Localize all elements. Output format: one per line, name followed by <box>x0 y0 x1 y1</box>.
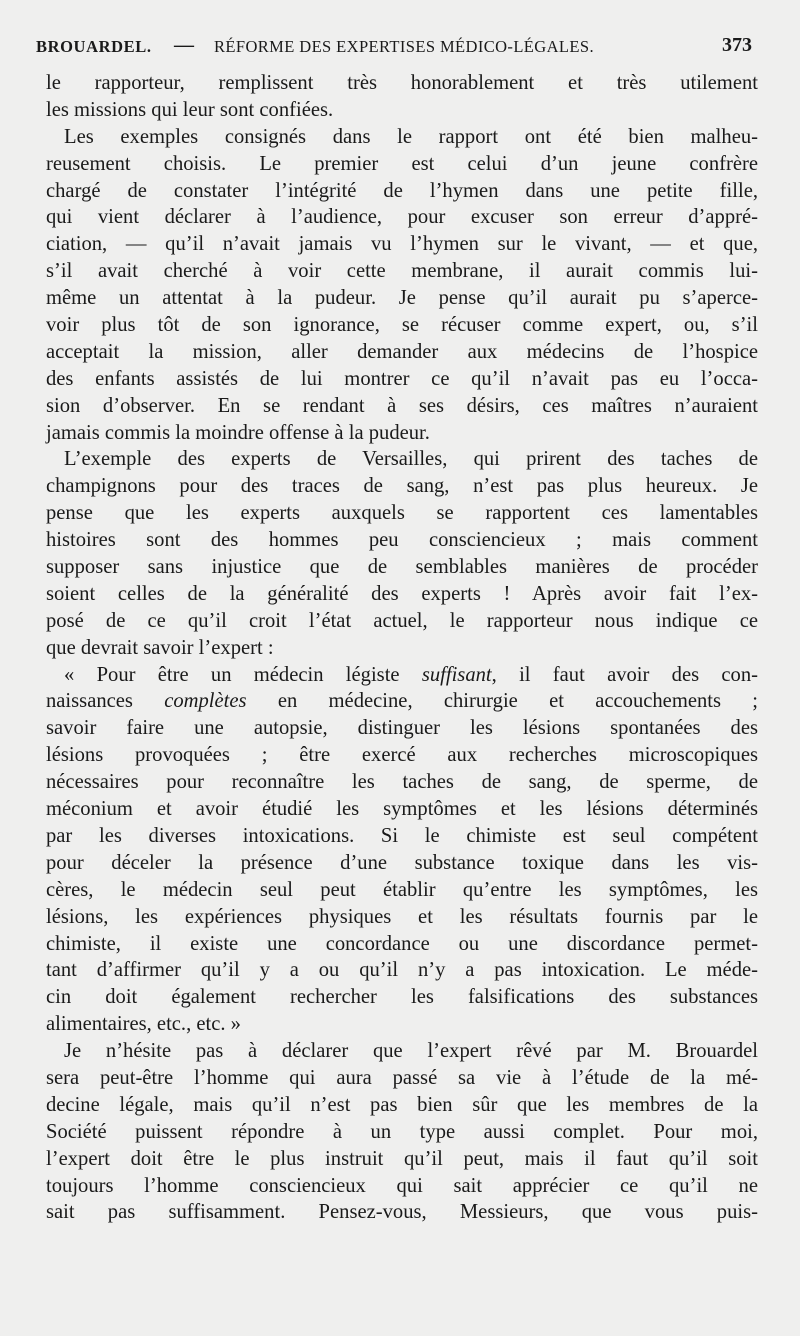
text-line <box>46 984 758 1011</box>
text-span: Société puissent répondre à un type aussi complet. Pour moi, <box>46 1120 758 1143</box>
text-line <box>46 285 758 312</box>
text-span: même un attentat à la pudeur. Je pense qu’il aurait pu s’aperce- <box>46 287 758 310</box>
text-line <box>46 1011 758 1038</box>
text-span: pour déceler la présence d’une substance toxique dans les vis- <box>46 851 758 874</box>
text-line <box>46 688 758 715</box>
text-span: posé de ce qu’il croit l’état actuel, le rapporteur nous indique ce <box>46 609 758 632</box>
text-span: sion d’observer. En se rendant à ses désirs, ces maîtres n’auraient <box>46 394 758 417</box>
text-span: toujours l’homme consciencieux qui sait apprécier ce qu’il ne <box>46 1174 758 1197</box>
text-line <box>46 904 758 931</box>
text-line <box>46 473 758 500</box>
text-line <box>46 1119 758 1146</box>
body-text <box>46 70 758 1226</box>
text-line <box>46 715 758 742</box>
text-line <box>46 366 758 393</box>
text-span: le rapporteur, remplissent très honorablement et très utilement <box>46 72 758 94</box>
running-head <box>36 34 752 62</box>
text-span: reusement choisis. Le premier est celui d’un jeune confrère <box>46 152 758 175</box>
text-line <box>46 1038 758 1065</box>
text-span: chimiste, il existe une concordance ou une discordance permet- <box>46 932 758 955</box>
running-head-title: RÉFORME DES EXPERTISES MÉDICO-LÉGALES. <box>214 37 594 56</box>
italic-text: complètes <box>164 690 247 713</box>
text-line <box>46 231 758 258</box>
text-line <box>46 204 758 231</box>
text-line <box>46 769 758 796</box>
text-span: méconium et avoir étudié les symptômes et les lésions déterminés <box>46 798 758 821</box>
text-span: supposer sans injustice que de semblables manières de procéder <box>46 556 758 579</box>
text-span: sera peut-être l’homme qui aura passé sa vie à l’étude de la mé- <box>46 1066 758 1089</box>
text-line <box>46 1092 758 1119</box>
running-head-dash: — <box>174 34 194 56</box>
text-line <box>46 742 758 769</box>
text-line <box>46 635 758 662</box>
text-span: jamais commis la moindre offense à la pudeur. <box>46 421 430 444</box>
text-line <box>46 339 758 366</box>
text-line <box>46 178 758 205</box>
text-span: tant d’affirmer qu’il y a ou qu’il n’y a pas intoxication. Le méde- <box>46 959 758 982</box>
text-line <box>46 97 758 124</box>
text-span: , il faut avoir des con- <box>491 663 758 686</box>
text-span: pense que les experts auxquels se rapportent ces lamentables <box>46 502 758 525</box>
text-span: l’expert doit être le plus instruit qu’il peut, mais il faut qu’il soit <box>46 1147 758 1170</box>
text-span: s’il avait cherché à voir cette membrane, il aurait commis lui- <box>46 260 758 283</box>
text-span: alimentaires, etc., etc. » <box>46 1013 241 1036</box>
text-line <box>46 1199 758 1226</box>
running-head-author: BROUARDEL. <box>36 37 152 56</box>
text-line <box>46 554 758 581</box>
text-span: qui vient déclarer à l’audience, pour excuser son erreur d’appré- <box>46 206 758 229</box>
text-line <box>46 662 758 689</box>
text-span: chargé de constater l’intégrité de l’hymen dans une petite fille, <box>46 179 758 202</box>
text-line <box>46 796 758 823</box>
text-span: cin doit également rechercher les falsifications des substances <box>46 986 758 1009</box>
text-span: histoires sont des hommes peu consciencieux ; mais comment <box>46 529 758 552</box>
text-span: ciation, — qu’il n’avait jamais vu l’hymen sur le vivant, — et que, <box>46 233 758 256</box>
text-line <box>46 393 758 420</box>
text-span: Je n’hésite pas à déclarer que l’expert rêvé par M. Brouardel <box>64 1040 758 1063</box>
text-line <box>46 312 758 339</box>
text-line <box>46 1173 758 1200</box>
text-line <box>46 877 758 904</box>
text-span: lésions, les expériences physiques et les résultats fournis par le <box>46 905 758 928</box>
text-line <box>46 258 758 285</box>
text-span: savoir faire une autopsie, distinguer les lésions spontanées des <box>46 717 758 740</box>
text-span: cères, le médecin seul peut établir qu’entre les symptômes, les <box>46 878 758 901</box>
text-line <box>46 850 758 877</box>
text-line <box>46 500 758 527</box>
text-line <box>46 70 758 97</box>
text-span: sait pas suffisamment. Pensez-vous, Messieurs, que vous puis- <box>46 1201 758 1224</box>
text-line <box>46 124 758 151</box>
text-line <box>46 420 758 447</box>
text-span: par les diverses intoxications. Si le chimiste est seul compétent <box>46 824 758 847</box>
text-span: decine légale, mais qu’il n’est pas bien sûr que les membres de la <box>46 1093 758 1116</box>
text-line <box>46 527 758 554</box>
text-line <box>46 1146 758 1173</box>
text-line <box>46 957 758 984</box>
text-line <box>46 823 758 850</box>
text-span: naissances <box>46 690 165 713</box>
text-line <box>46 1065 758 1092</box>
text-line <box>46 931 758 958</box>
text-span: des enfants assistés de lui montrer ce qu’il n’avait pas eu l’occa- <box>46 367 758 390</box>
text-span: Les exemples consignés dans le rapport ont été bien malheu- <box>64 125 758 148</box>
text-span: nécessaires pour reconnaître les taches de sang, de sperme, de <box>46 771 758 794</box>
text-span: que devrait savoir l’expert : <box>46 636 274 659</box>
text-line <box>46 581 758 608</box>
text-line <box>46 446 758 473</box>
text-span: « Pour être un médecin légiste <box>64 663 422 686</box>
text-span: champignons pour des traces de sang, n’est pas plus heureux. Je <box>46 475 758 498</box>
text-span: les missions qui leur sont confiées. <box>46 98 334 121</box>
text-span: en médecine, chirurgie et accouchements ; <box>246 690 758 713</box>
text-span: L’exemple des experts de Versailles, qui prirent des taches de <box>64 448 758 471</box>
text-span: voir plus tôt de son ignorance, se récuser comme expert, ou, s’il <box>46 314 758 337</box>
page-number: 373 <box>722 34 752 56</box>
text-line <box>46 151 758 178</box>
text-span: acceptait la mission, aller demander aux médecins de l’hospice <box>46 340 758 363</box>
text-span: lésions provoquées ; être exercé aux recherches microscopiques <box>46 744 758 767</box>
text-line <box>46 608 758 635</box>
text-span: soient celles de la généralité des experts ! Après avoir fait l’ex- <box>46 582 758 605</box>
italic-text: suffisant <box>421 663 492 686</box>
